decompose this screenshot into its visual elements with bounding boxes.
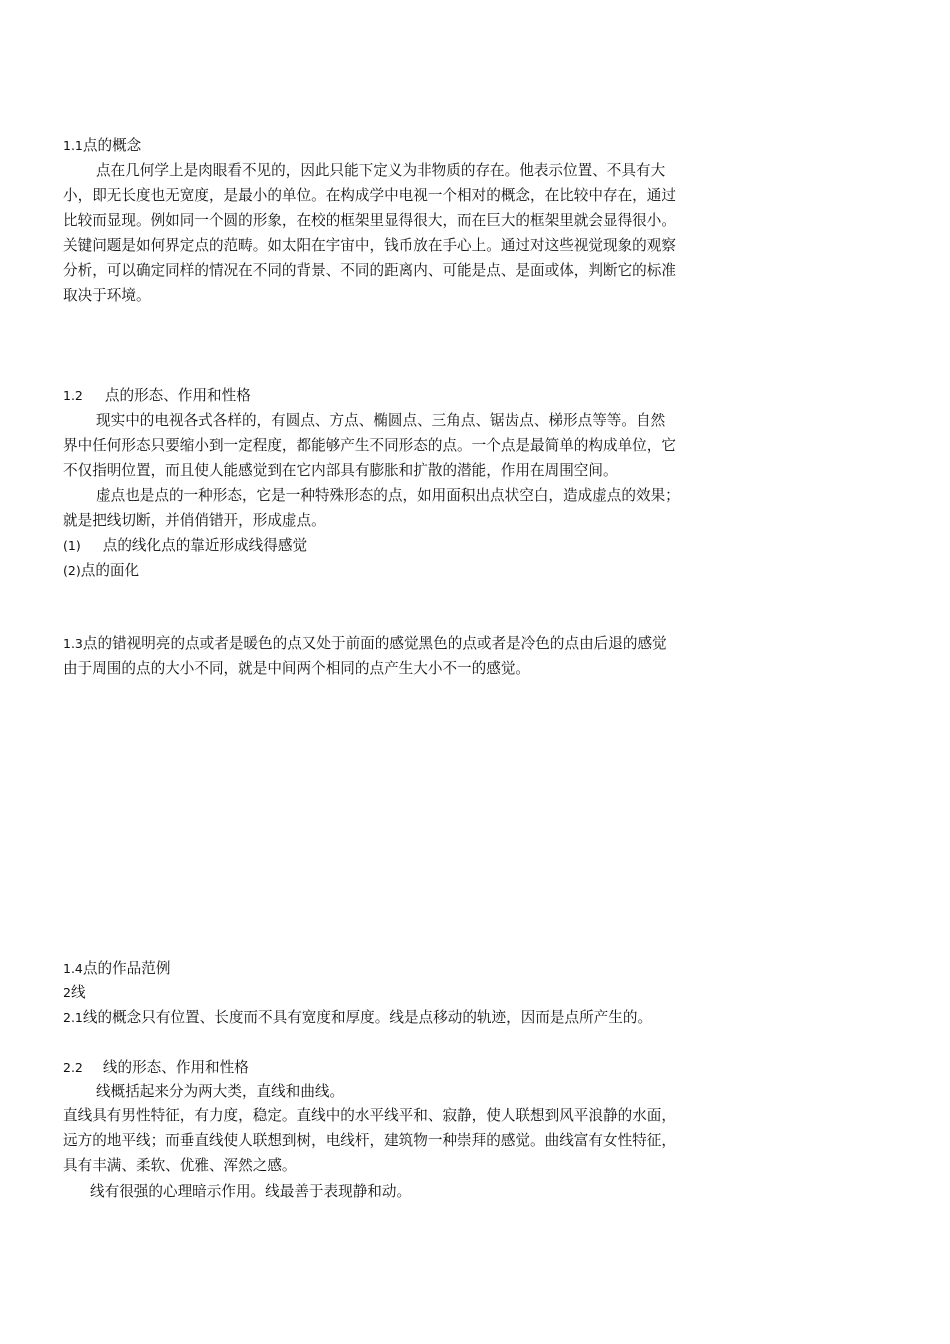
paragraph-line: 小，即无长度也无宽度，是最小的单位。在构成学中电视一个相对的概念，在比较中存在，通过 <box>63 187 676 204</box>
section-1-2-heading: 1.2 点的形态、作用和性格 <box>63 387 251 404</box>
paragraph-line: 具有丰满、柔软、优雅、浑然之感。 <box>63 1157 297 1174</box>
paragraph-line: 界中任何形态只要缩小到一定程度，都能够产生不同形态的点。一个点是最简单的构成单位，它 <box>63 437 676 454</box>
paragraph-line: 不仅指明位置，而且使人能感觉到在它内部具有膨胀和扩散的潜能，作用在周围空间。 <box>63 462 618 479</box>
section-1-1-heading: 1.1点的概念 <box>63 137 142 154</box>
section-2-1-line: 2.1线的概念只有位置、长度而不具有宽度和厚度。线是点移动的轨迹，因而是点所产生的。 <box>63 1009 653 1026</box>
paragraph-line: 线概括起来分为两大类，直线和曲线。 <box>96 1083 345 1100</box>
paragraph-line: 关键问题是如何界定点的范畴。如太阳在宇宙中，钱币放在手心上。通过对这些视觉现象的观察 <box>63 237 676 254</box>
paragraph-line: 分析，可以确定同样的情况在不同的背景、不同的距离内、可能是点、是面或体，判断它的标准 <box>63 262 676 279</box>
paragraph-line: 直线具有男性特征，有力度，稳定。直线中的水平线平和、寂静，使人联想到风平浪静的水面， <box>63 1107 676 1124</box>
section-2-2-heading: 2.2 线的形态、作用和性格 <box>63 1059 249 1076</box>
paragraph-line: 比较而显现。例如同一个圆的形象，在校的框架里显得很大，而在巨大的框架里就会显得很小。 <box>63 212 676 229</box>
paragraph-line: 虚点也是点的一种形态，它是一种特殊形态的点，如用面积出点状空白，造成虚点的效果； <box>96 487 680 504</box>
paragraph-line: 线有很强的心理暗示作用。线最善于表现静和动。 <box>90 1183 412 1200</box>
section-1-4-heading: 1.4点的作品范例 <box>63 960 171 977</box>
section-2-heading: 2线 <box>63 984 86 1001</box>
paragraph-line: 远方的地平线；而垂直线使人联想到树，电线杆，建筑物一种崇拜的感觉。曲线富有女性特征， <box>63 1132 676 1149</box>
paragraph-line: 现实中的电视各式各样的，有圆点、方点、椭圆点、三角点、锯齿点、梯形点等等。自然 <box>96 412 666 429</box>
section-1-3-heading: 1.3点的错视明亮的点或者是暖色的点又处于前面的感觉黑色的点或者是冷色的点由后退的感觉 <box>63 635 667 652</box>
paragraph-line: 取决于环境。 <box>63 287 151 304</box>
list-item-2: (2)点的面化 <box>63 562 140 579</box>
list-item-1: (1) 点的线化点的靠近形成线得感觉 <box>63 537 308 554</box>
paragraph-line: 由于周围的点的大小不同，就是中间两个相同的点产生大小不一的感觉。 <box>63 660 531 677</box>
paragraph-line: 点在几何学上是肉眼看不见的，因此只能下定义为非物质的存在。他表示位置、不具有大 <box>96 162 666 179</box>
paragraph-line: 就是把线切断，并俏俏错开，形成虚点。 <box>63 512 326 529</box>
